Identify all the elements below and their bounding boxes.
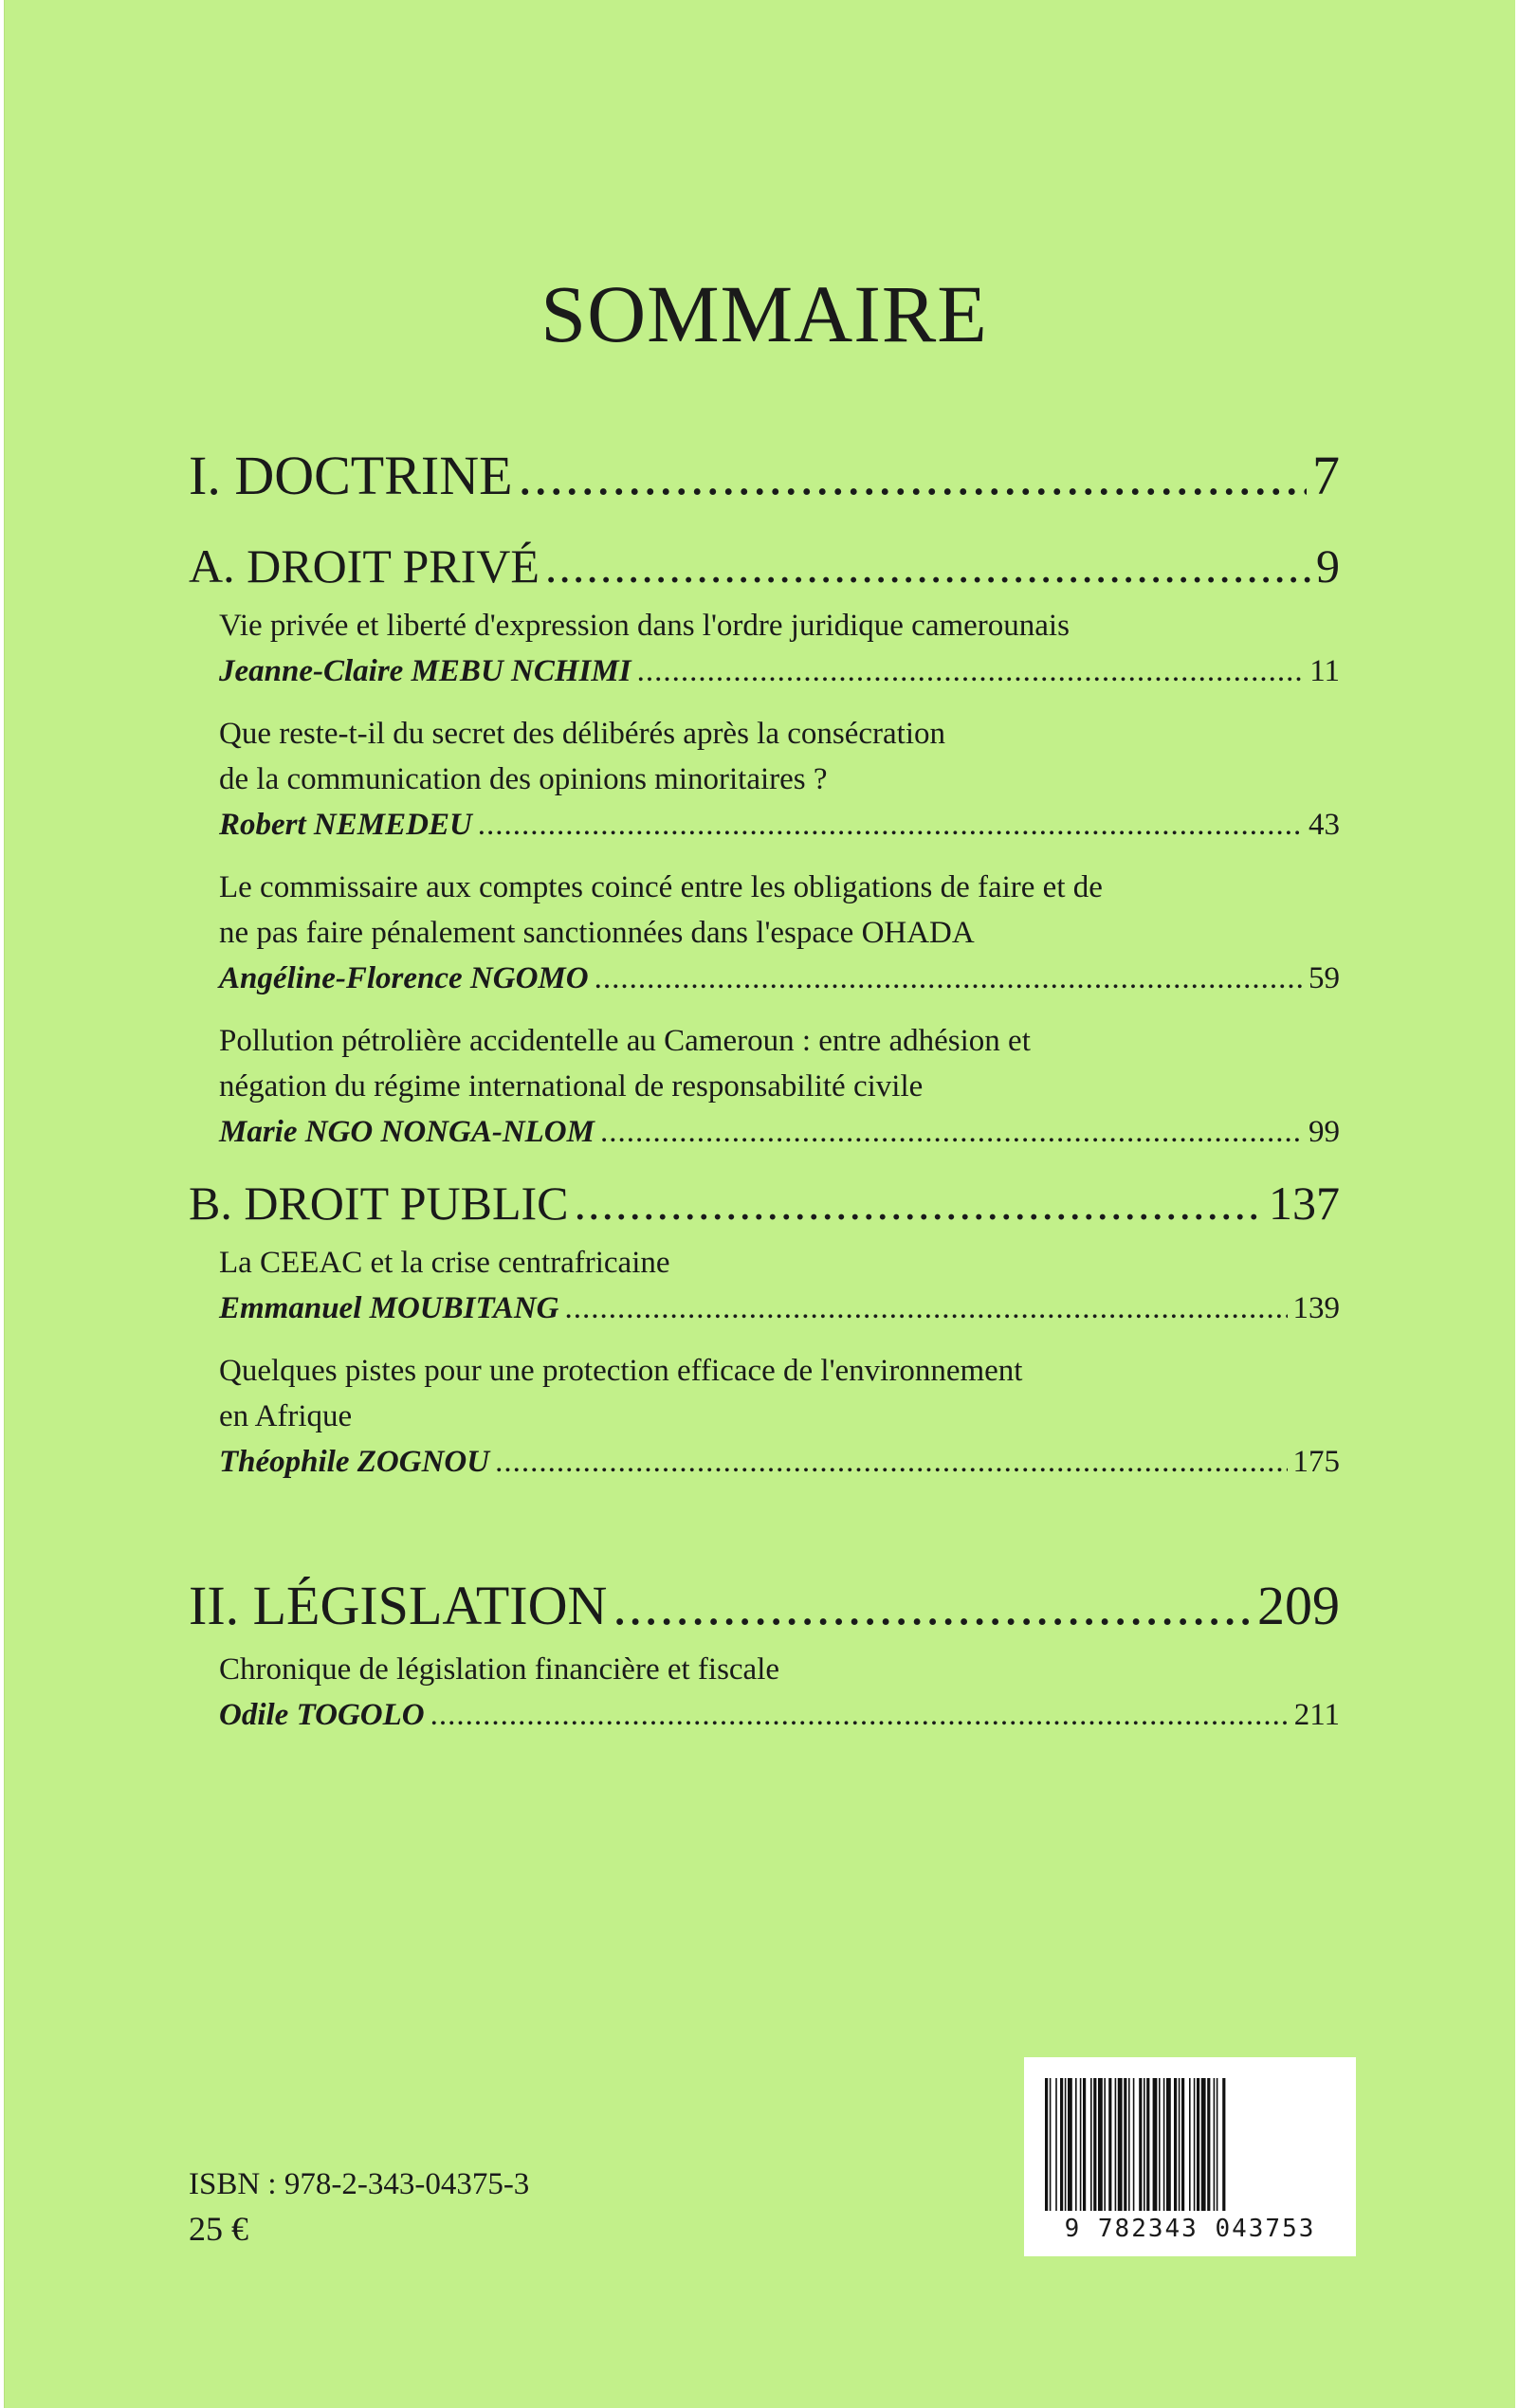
entry-author: Odile TOGOLO [219, 1698, 425, 1732]
entry-author: Marie NGO NONGA-NLOM [219, 1115, 595, 1149]
entry-author-row [219, 802, 1340, 848]
price-text: 25 € [189, 2210, 248, 2248]
leader-dots [600, 1109, 1303, 1155]
entry-author-row [219, 956, 1340, 1001]
entry-author: Robert NEMEDEU [219, 808, 472, 842]
barcode-bar [1055, 2078, 1057, 2211]
barcode-bar [1128, 2078, 1130, 2211]
entry-author: Angéline-Florence NGOMO [219, 961, 589, 995]
entry-page-number: 211 [1293, 1698, 1340, 1732]
heading-label: B. DROIT PUBLIC [189, 1177, 569, 1230]
barcode-bar [1115, 2078, 1117, 2211]
entry-author-row [219, 1286, 1340, 1331]
entry-page-number: 43 [1309, 808, 1340, 842]
leader-dots [595, 956, 1303, 1001]
barcode-digits: 9 782343 043753 [1064, 2215, 1316, 2243]
barcode-bar [1133, 2078, 1135, 2211]
barcode-bar [1068, 2078, 1072, 2211]
barcode [1024, 2057, 1356, 2256]
toc-entry [219, 711, 1340, 848]
barcode-bar [1222, 2078, 1225, 2211]
entry-list [189, 603, 1340, 1155]
barcode-bar [1179, 2078, 1180, 2211]
leader-dots [430, 1692, 1289, 1738]
barcode-bar [1090, 2078, 1092, 2211]
barcode-bar [1098, 2078, 1103, 2211]
entry-author-row [219, 1109, 1340, 1155]
toc-heading-droit-prive [189, 538, 1340, 593]
barcode-bar [1075, 2078, 1077, 2211]
barcode-bar [1124, 2078, 1126, 2211]
page-title: SOMMAIRE [540, 268, 988, 359]
entry-author-row [219, 648, 1340, 694]
entry-author: Emmanuel MOUBITANG [219, 1291, 559, 1325]
barcode-bar [1214, 2078, 1216, 2211]
entry-title: Le commissaire aux comptes coincé entre les obligations de faire et de ne pas faire pénalement sanctionnées dans l'espace OHADA [219, 870, 1103, 950]
entry-page-number: 11 [1309, 654, 1340, 688]
toc-entry [219, 1647, 1340, 1738]
barcode-bars-icon [1043, 2078, 1337, 2211]
entry-list [189, 1647, 1340, 1738]
barcode-bar [1083, 2078, 1086, 2211]
toc-heading-legislation [189, 1574, 1340, 1637]
toc-heading-doctrine [189, 444, 1340, 507]
heading-label: II. LÉGISLATION [189, 1575, 608, 1636]
entry-title: Quelques pistes pour une protection efficace de l'environnement en Afrique [219, 1354, 1023, 1433]
entry-page-number: 59 [1309, 961, 1340, 995]
barcode-bar [1207, 2078, 1210, 2211]
entry-title: Vie privée et liberté d'expression dans l'ordre juridique camerounais [219, 609, 1070, 643]
entry-title: La CEEAC et la crise centrafricaine [219, 1246, 670, 1280]
barcode-bar [1217, 2078, 1218, 2211]
barcode-bar [1144, 2078, 1145, 2211]
leader-dots [613, 1574, 1252, 1637]
isbn-text: ISBN : 978-2-343-04375-3 [189, 2167, 530, 2201]
barcode-bar [1201, 2078, 1206, 2211]
barcode-bar [1045, 2078, 1048, 2211]
barcode-bar [1174, 2078, 1177, 2211]
toc-droit-prive [189, 538, 1340, 1172]
back-cover [4, 0, 1515, 2408]
barcode-bar [1153, 2078, 1158, 2211]
leader-dots [545, 538, 1310, 593]
heading-page-number: 209 [1257, 1575, 1340, 1636]
toc-doctrine [189, 444, 1340, 507]
barcode-bar [1050, 2078, 1052, 2211]
toc-droit-public [189, 1176, 1340, 1502]
barcode-bar [1080, 2078, 1082, 2211]
heading-label: A. DROIT PRIVÉ [189, 539, 540, 593]
barcode-bar [1104, 2078, 1106, 2211]
entry-title: Chronique de législation financière et fiscale [219, 1652, 780, 1687]
entry-page-number: 175 [1292, 1445, 1340, 1479]
barcode-bar [1163, 2078, 1165, 2211]
barcode-bar [1194, 2078, 1196, 2211]
entry-author: Théophile ZOGNOU [219, 1445, 490, 1479]
heading-label: I. DOCTRINE [189, 445, 513, 506]
toc-entry [219, 1240, 1340, 1331]
barcode-bar [1139, 2078, 1142, 2211]
entry-author-row [219, 1439, 1340, 1485]
barcode-bar [1093, 2078, 1096, 2211]
barcode-bar [1197, 2078, 1199, 2211]
barcode-bar [1065, 2078, 1067, 2211]
heading-page-number: 7 [1312, 445, 1340, 506]
entry-page-number: 99 [1309, 1115, 1340, 1149]
toc-heading-droit-public [189, 1176, 1340, 1231]
heading-page-number: 137 [1269, 1177, 1340, 1230]
entry-page-number: 139 [1292, 1291, 1340, 1325]
toc-entry [219, 1018, 1340, 1155]
barcode-bar [1181, 2078, 1184, 2211]
toc-legislation [189, 1574, 1340, 1755]
barcode-bar [1159, 2078, 1161, 2211]
leader-dots [495, 1439, 1287, 1485]
toc-entry [219, 865, 1340, 1001]
entry-title: Pollution pétrolière accidentelle au Cameroun : entre adhésion et négation du régime international de responsabilité civile [219, 1024, 1031, 1104]
barcode-bar [1108, 2078, 1111, 2211]
barcode-bar [1118, 2078, 1123, 2211]
toc-entry [219, 1348, 1340, 1485]
entry-author-row [219, 1692, 1340, 1738]
toc-entry [219, 603, 1340, 694]
entry-title: Que reste-t-il du secret des délibérés après la consécration de la communication des opinions minoritaires ? [219, 717, 945, 796]
leader-dots [519, 444, 1307, 507]
entry-list [189, 1240, 1340, 1485]
leader-dots [575, 1176, 1263, 1231]
leader-dots [565, 1286, 1288, 1331]
barcode-bar [1166, 2078, 1171, 2211]
leader-dots [478, 802, 1303, 848]
barcode-bar [1060, 2078, 1063, 2211]
heading-page-number: 9 [1316, 539, 1340, 593]
leader-dots [637, 648, 1305, 694]
barcode-bar [1189, 2078, 1191, 2211]
entry-author: Jeanne-Claire MEBU NCHIMI [219, 654, 631, 688]
barcode-bar [1146, 2078, 1149, 2211]
